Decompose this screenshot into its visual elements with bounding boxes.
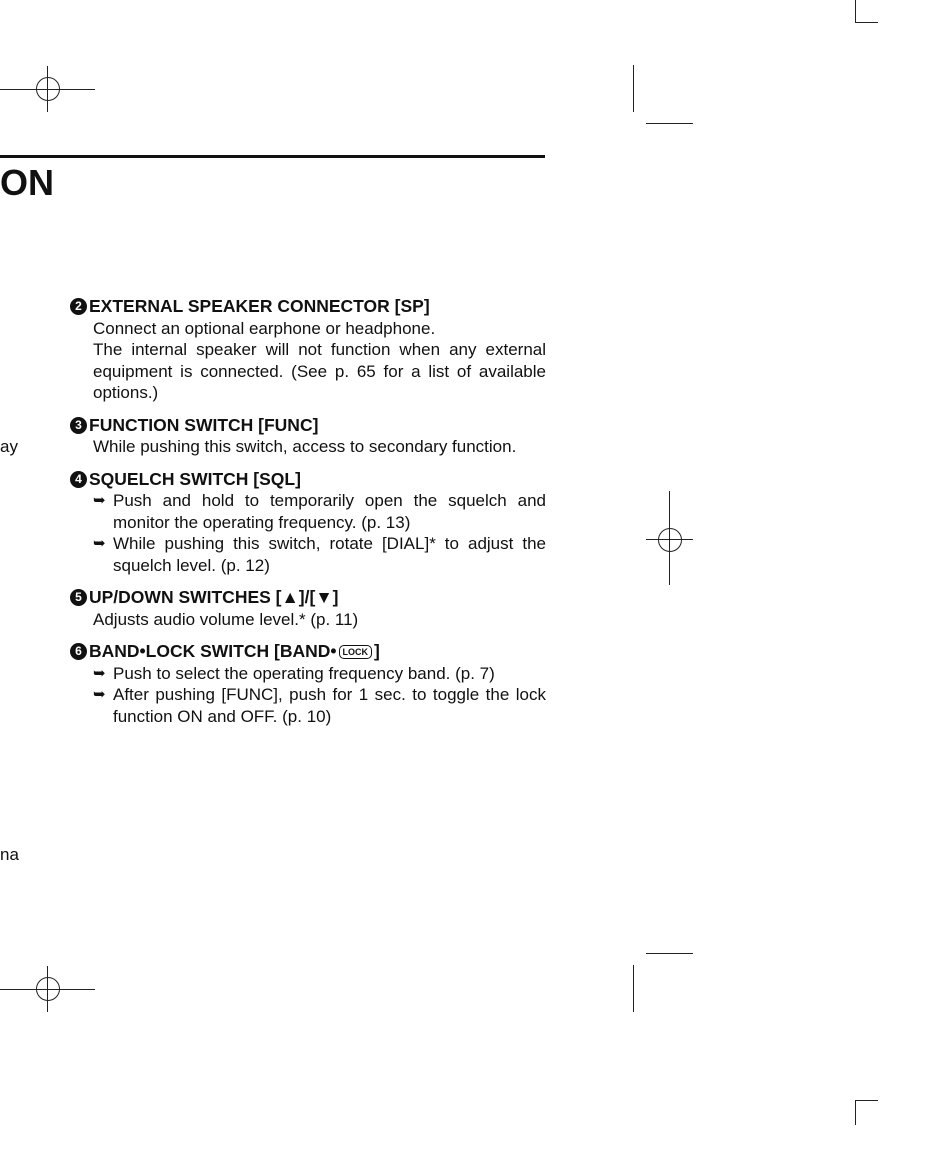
margin-text-fragment: na bbox=[0, 845, 19, 864]
description-list bbox=[70, 296, 546, 738]
item-bullet-text: After pushing [FUNC], push for 1 sec. to toggle the lock function ON and OFF. (p. 10) bbox=[113, 685, 546, 726]
item-paragraph: Adjusts audio volume level.* (p. 11) bbox=[93, 609, 359, 629]
item-heading-text: FUNCTION SWITCH [FUNC] bbox=[89, 414, 319, 435]
item-heading-suffix: ] bbox=[374, 641, 380, 661]
description-item bbox=[70, 641, 546, 727]
item-heading-text: BAND•LOCK SWITCH [BAND• bbox=[89, 641, 337, 661]
description-item bbox=[70, 296, 546, 404]
arrow-icon: ➥ bbox=[93, 686, 106, 703]
item-number-badge: 4 bbox=[70, 471, 87, 488]
crop-mark bbox=[633, 65, 634, 112]
item-heading bbox=[70, 469, 546, 491]
registration-circle bbox=[36, 77, 60, 101]
crop-mark bbox=[855, 1100, 856, 1125]
item-bullet bbox=[93, 684, 546, 727]
crop-mark bbox=[633, 965, 634, 1012]
item-bullet bbox=[93, 533, 546, 576]
section-title-fragment: ON bbox=[0, 162, 54, 203]
arrow-icon: ➥ bbox=[93, 535, 106, 552]
item-number-badge: 6 bbox=[70, 643, 87, 660]
item-heading-text: UP/DOWN SWITCHES [▲]/[▼] bbox=[89, 587, 339, 607]
crop-mark bbox=[646, 953, 693, 954]
item-number-badge: 5 bbox=[70, 589, 87, 606]
item-bullet-text: Push and hold to temporarily open the squelch and monitor the operating frequency. (p. 13) bbox=[113, 491, 546, 532]
item-bullet-text: Push to select the operating frequency band. (p. 7) bbox=[113, 663, 495, 683]
margin-text-fragment: ay bbox=[0, 437, 18, 456]
item-bullet bbox=[93, 490, 546, 533]
description-item bbox=[70, 415, 546, 458]
item-paragraph: While pushing this switch, access to secondary function. bbox=[93, 437, 517, 456]
registration-circle bbox=[658, 528, 682, 552]
item-heading-text: SQUELCH SWITCH [SQL] bbox=[89, 468, 301, 489]
item-paragraph: The internal speaker will not function when any external equipment is connected. (See p. 65 for a list of available options.) bbox=[93, 340, 546, 402]
item-heading bbox=[70, 641, 546, 663]
description-item bbox=[70, 587, 546, 630]
registration-circle bbox=[36, 977, 60, 1001]
item-bullet-text: While pushing this switch, rotate [DIAL]* to adjust the squelch level. (p. 12) bbox=[113, 534, 546, 575]
section-title-rule bbox=[0, 155, 545, 158]
arrow-icon: ➥ bbox=[93, 492, 106, 509]
item-heading-text: EXTERNAL SPEAKER CONNECTOR [SP] bbox=[89, 296, 430, 316]
item-heading bbox=[70, 296, 546, 318]
crop-mark bbox=[855, 0, 856, 23]
item-heading bbox=[70, 415, 546, 437]
description-item bbox=[70, 469, 546, 577]
item-number-badge: 3 bbox=[70, 417, 87, 434]
item-number-badge: 2 bbox=[70, 298, 87, 315]
crop-mark bbox=[646, 123, 693, 124]
lock-key-icon: LOCK bbox=[339, 645, 373, 659]
crop-mark bbox=[855, 1100, 878, 1101]
crop-mark bbox=[855, 22, 878, 23]
arrow-icon: ➥ bbox=[93, 664, 106, 682]
item-paragraph: Connect an optional earphone or headphone. bbox=[93, 318, 436, 338]
item-heading bbox=[70, 587, 546, 609]
item-bullet bbox=[93, 663, 546, 685]
